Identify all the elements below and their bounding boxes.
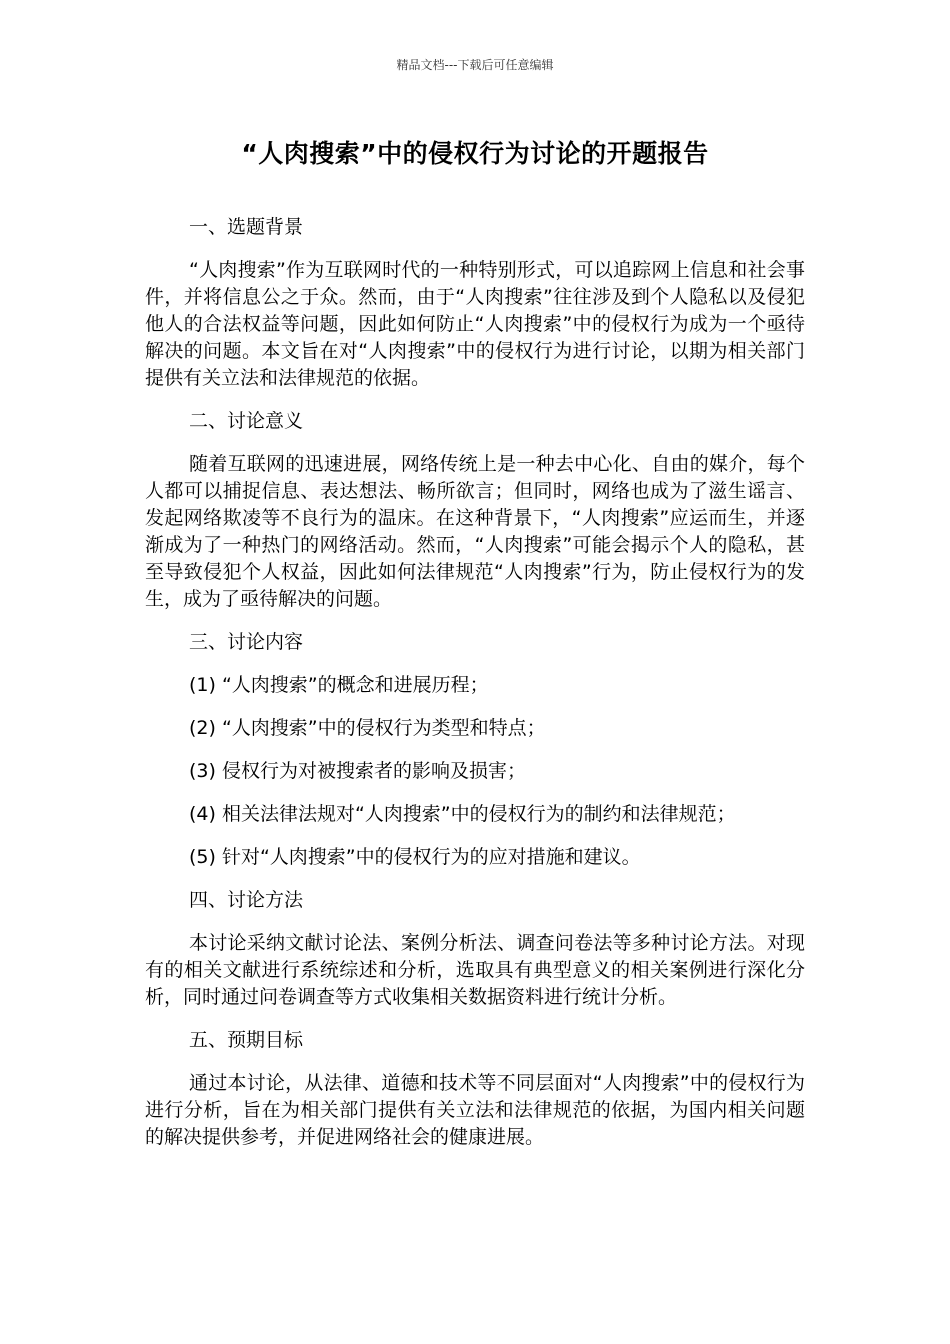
section-heading: 四、讨论方法: [189, 889, 304, 911]
paragraph: “人肉搜索”作为互联网时代的一种特别形式，可以追踪网上信息和社会事件，并将信息公之于众。然而，由于“人肉搜索”往往涉及到个人隐私以及侵犯他人的合法权益等问题，因此如何防止“人肉搜索”中的侵权行为成为一个亟待解决的问题。本文旨在对“人肉搜索”中的侵权行为进行讨论，以期为相关部门提供有关立法和法律规范的依据。: [145, 259, 805, 389]
paragraph: 本讨论采纳文献讨论法、案例分析法、调查问卷法等多种讨论方法。对现有的相关文献进行系统综述和分析，选取具有典型意义的相关案例进行深化分析，同时通过问卷调查等方式收集相关数据资料进行统计分析。: [145, 932, 805, 1008]
paragraph: 随着互联网的迅速进展，网络传统上是一种去中心化、自由的媒介，每个人都可以捕捉信息、表达想法、畅所欲言；但同时，网络也成为了滋生谣言、发起网络欺凌等不良行为的温床。在这种背景下，“人肉搜索”应运而生，并逐渐成为了一种热门的网络活动。然而，“人肉搜索”可能会揭示个人的隐私，甚至导致侵犯个人权益，因此如何法律规范“人肉搜索”行为，防止侵权行为的发生，成为了亟待解决的问题。: [145, 453, 805, 610]
header-note: 精品文档---下载后可任意编辑: [396, 58, 554, 72]
list-item: (5) 针对“人肉搜索”中的侵权行为的应对措施和建议。: [189, 846, 641, 868]
section-heading: 五、预期目标: [189, 1029, 304, 1051]
section-background: [145, 214, 805, 392]
section-heading: 二、讨论意义: [189, 410, 304, 432]
section-goals: [145, 1027, 805, 1151]
section-heading: 一、选题背景: [189, 216, 304, 238]
list-item: (1) “人肉搜索”的概念和进展历程；: [189, 674, 489, 696]
paragraph: 通过本讨论，从法律、道德和技术等不同层面对“人肉搜索”中的侵权行为进行分析，旨在为相关部门提供有关立法和法律规范的依据，为国内相关问题的解决提供参考，并促进网络社会的健康进展。: [145, 1072, 805, 1148]
section-heading: 三、讨论内容: [189, 631, 304, 653]
section-methods: [145, 887, 805, 1011]
list-item: (4) 相关法律法规对“人肉搜索”中的侵权行为的制约和法律规范；: [189, 803, 736, 825]
list-item: (3) 侵权行为对被搜索者的影响及损害；: [189, 760, 526, 782]
section-significance: [145, 408, 805, 613]
document-title: “人肉搜索”中的侵权行为讨论的开题报告: [241, 139, 709, 168]
list-item: (2) “人肉搜索”中的侵权行为类型和特点；: [189, 717, 546, 739]
document-body: [145, 214, 805, 1167]
section-content: [145, 629, 805, 871]
